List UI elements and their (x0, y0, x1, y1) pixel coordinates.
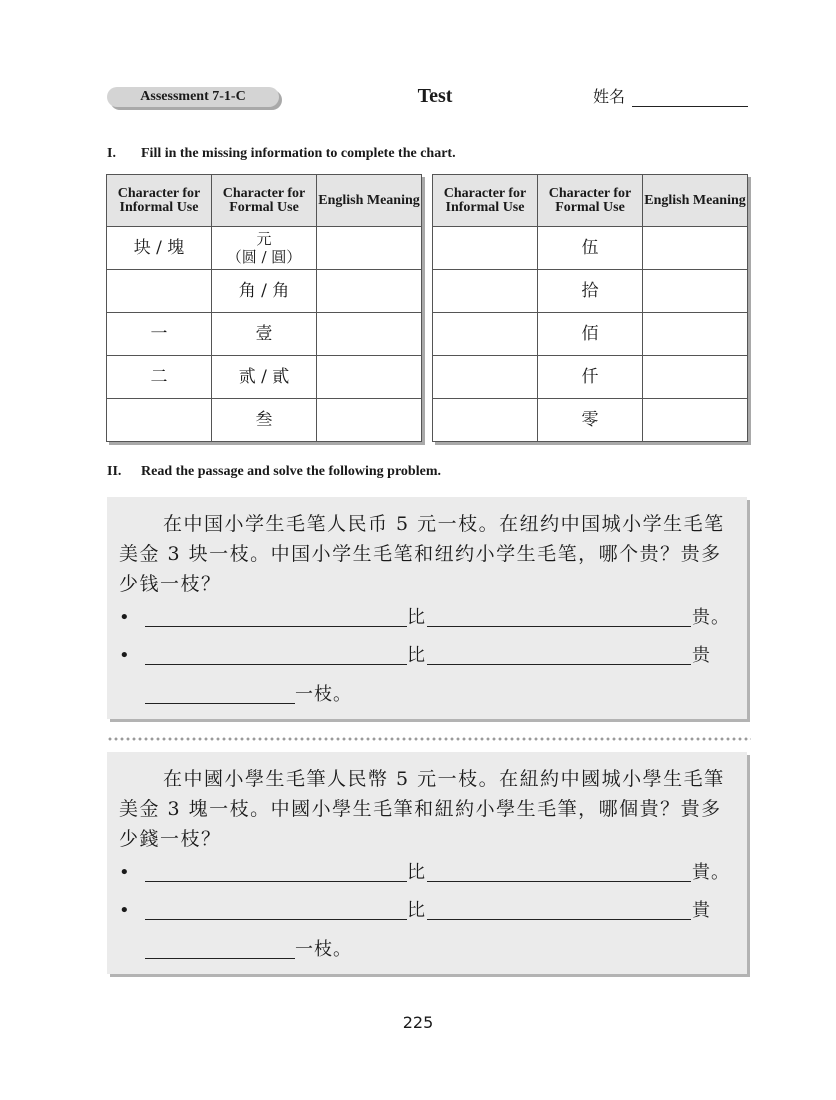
cell-formal-line2: （圆 / 圓） (226, 248, 302, 266)
chart-header-row (433, 175, 748, 227)
cell-english-answer[interactable] (317, 313, 422, 356)
cell-informal: 二 (107, 356, 212, 399)
line-end-text: 贵 (692, 645, 711, 666)
compare-word: 比 (407, 645, 426, 666)
table-row (107, 227, 422, 270)
cell-informal-answer[interactable] (433, 313, 538, 356)
cell-english-answer[interactable] (317, 270, 422, 313)
cell-informal-answer[interactable] (433, 270, 538, 313)
page-number: 225 (402, 1013, 434, 1032)
answer-blank[interactable] (145, 626, 407, 627)
cell-formal-line1: 元 (256, 230, 272, 248)
cell-english-answer[interactable] (643, 270, 748, 313)
table-row (433, 313, 748, 356)
name-label: 姓名 (593, 87, 626, 106)
header-english: English Meaning (317, 175, 422, 227)
cell-informal-answer[interactable] (433, 227, 538, 270)
passage-text: 在中国小学生毛笔人民币 5 元一枝。在纽约中国城小学生毛笔美金 3 块一枝。中国小学生毛笔和纽约小学生毛笔，哪个贵？贵多少钱一枝？ (119, 513, 725, 595)
passage-box-simplified (107, 497, 747, 719)
passage-text: 在中國小學生毛筆人民幣 5 元一枝。在紐約中國城小學生毛筆美金 3 塊一枝。中國小學生毛筆和紐約小學生毛筆，哪個貴？貴多少錢一枝？ (119, 768, 725, 850)
table-row (107, 313, 422, 356)
dotted-divider (107, 737, 751, 741)
compare-word: 比 (407, 862, 426, 883)
section-1-heading (107, 145, 456, 163)
header-formal: Character for Formal Use (538, 175, 643, 227)
header-english: English Meaning (643, 175, 748, 227)
cell-english-answer[interactable] (643, 227, 748, 270)
cell-informal: 一 (107, 313, 212, 356)
line-end-text: 贵。 (692, 607, 730, 628)
chart-header-row (107, 175, 422, 227)
cell-english-answer[interactable] (317, 227, 422, 270)
cell-formal: 角 / 角 (212, 270, 317, 313)
answer-blank[interactable] (145, 881, 407, 882)
bullet: • (119, 607, 130, 628)
compare-word: 比 (407, 900, 426, 921)
cell-english-answer[interactable] (317, 356, 422, 399)
cell-english-answer[interactable] (643, 313, 748, 356)
answer-blank[interactable] (145, 664, 407, 665)
section-2-number: II. (107, 464, 122, 479)
bullet: • (119, 645, 130, 666)
table-row (433, 356, 748, 399)
line-end-text: 一枝。 (295, 684, 352, 705)
compare-word: 比 (407, 607, 426, 628)
header-informal: Character for Informal Use (107, 175, 212, 227)
header-formal: Character for Formal Use (212, 175, 317, 227)
header-informal: Character for Informal Use (433, 175, 538, 227)
bullet: • (119, 900, 130, 921)
table-row (433, 270, 748, 313)
section-2-heading (107, 463, 441, 481)
cell-informal-answer[interactable] (107, 399, 212, 442)
answer-blank[interactable] (427, 881, 691, 882)
line-end-text: 一枝。 (295, 939, 352, 960)
cell-formal: 拾 (538, 270, 643, 313)
cell-english-answer[interactable] (317, 399, 422, 442)
table-row (433, 399, 748, 442)
bullet: • (119, 862, 130, 883)
cell-informal-answer[interactable] (433, 399, 538, 442)
cell-informal-answer[interactable] (107, 270, 212, 313)
answer-blank[interactable] (145, 919, 407, 920)
cell-formal (212, 227, 317, 270)
section-2-instruction: Read the passage and solve the following problem. (141, 464, 441, 479)
page-title: Test (417, 85, 453, 107)
answer-blank[interactable] (427, 626, 691, 627)
table-row (107, 356, 422, 399)
cell-formal: 佰 (538, 313, 643, 356)
cell-formal: 零 (538, 399, 643, 442)
cell-english-answer[interactable] (643, 356, 748, 399)
section-1-number: I. (107, 146, 116, 161)
table-row (433, 227, 748, 270)
cell-informal: 块 / 塊 (107, 227, 212, 270)
chart-left (106, 174, 422, 442)
cell-formal: 叁 (212, 399, 317, 442)
cell-formal: 仟 (538, 356, 643, 399)
answer-blank[interactable] (427, 919, 691, 920)
section-1-instruction: Fill in the missing information to complete the chart. (141, 146, 456, 161)
passage-box-traditional (107, 752, 747, 974)
cell-english-answer[interactable] (643, 399, 748, 442)
assessment-label: Assessment 7-1-C (107, 87, 279, 107)
cell-formal: 壹 (212, 313, 317, 356)
line-end-text: 貴。 (692, 862, 730, 883)
name-blank-line[interactable] (632, 106, 748, 107)
chart-right (432, 174, 748, 442)
answer-blank[interactable] (145, 703, 295, 704)
answer-blank[interactable] (145, 958, 295, 959)
table-row (107, 399, 422, 442)
line-end-text: 貴 (692, 900, 711, 921)
cell-formal: 贰 / 貳 (212, 356, 317, 399)
answer-blank[interactable] (427, 664, 691, 665)
cell-informal-answer[interactable] (433, 356, 538, 399)
table-row (107, 270, 422, 313)
cell-formal: 伍 (538, 227, 643, 270)
